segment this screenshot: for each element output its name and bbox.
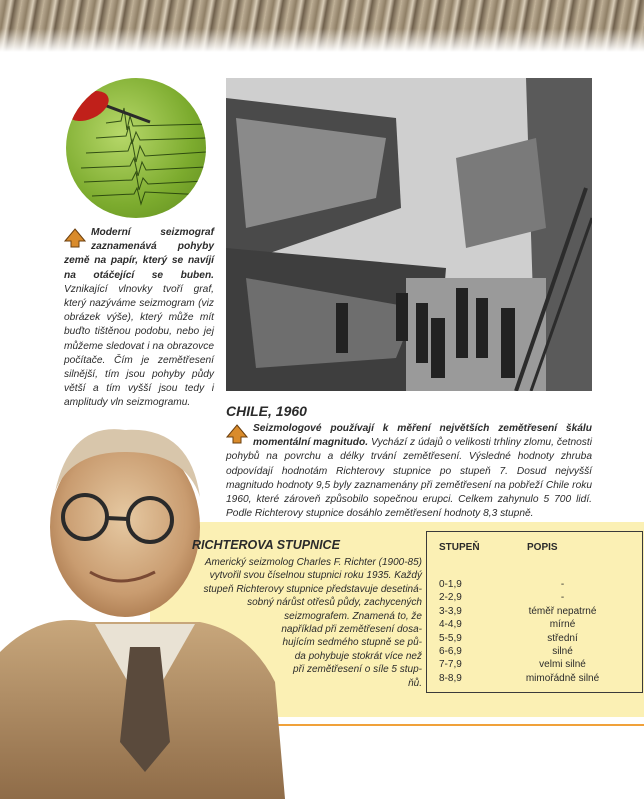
cell-popis: - [560,592,565,604]
cell-stupen: 5-5,9 [439,632,462,644]
cell-stupen: 6-6,9 [439,645,462,657]
cell-popis: střední [547,632,578,644]
richter-line: Americký seizmolog Charles F. Richter (1900-85) [204,557,422,568]
richter-title: RICHTEROVA STUPNICE [192,538,340,552]
table-row [427,605,642,618]
cell-stupen: 0-1,9 [439,579,462,590]
chile-title: CHILE, 1960 [226,403,307,419]
cell-popis: silné [552,645,573,657]
table-row [427,672,642,685]
richter-line: hujícím sedmého stupně se pů- [282,637,422,649]
richter-line: například při zemětřesení dosa- [281,624,422,636]
caption-body: Vznikající vlnovky tvoří graf, který nazýváme seizmogram (viz obrázek výše), který může mít buďto tištěnou podobu, nebo jej můžeme sledovat i na obrazovce počítače. Čím je zemětřesení silnější, tím jsou pohyby půdy větší a tím vyšší jsou tedy i amplitudy vln seizmogramu. [64,283,214,409]
chile-lead: Seizmologové používají k měření největších zemětřesení škálu momentální magnitudo. [253,423,592,449]
cell-popis: - [560,579,565,590]
cell-popis: mírné [549,619,576,631]
cell-popis: velmi silné [539,659,586,671]
richter-line: seizmografem. Znamená to, že [284,610,422,622]
richter-line: vytvořil svou číselnou stupnici roku 1935. Každý [209,570,422,582]
caption-lead: Moderní seizmograf zaznamenává pohyby země na papír, který se navíjí na otáčející se buben. [64,227,214,281]
richter-scale-table [426,531,643,693]
richter-line: da pohybuje stokrát více než [294,650,422,662]
table-row [427,645,642,658]
richter-paragraph [176,556,422,690]
cell-stupen: 2-2,9 [439,592,462,604]
table-row [427,578,642,591]
richter-line: sobný nárůst otřesů půdy, zachycených [247,597,422,609]
table-row [427,632,642,645]
earthquake-photo [226,78,592,391]
chile-body: Vychází z údajů o velikosti trhliny zlomu, četnosti pohybů na povrchu a délky trvání zemětřesení. Výsledné hodnoty zhruba odpovídají hodnotám Richterovy stupnice po stupeň 7. Dosud nejvyšší magnitudo hodnoty 9,5 byly zaznamenány při zemětřesení na pobřeží Chile roku 1960, které zároveň způsobilo sopečnou erupci. Celkem zahynulo 5 700 lidí. Podle Richterovy stupnice dosáhlo zemětřesení hodnoty 8,3 stupně. [226,437,592,520]
cell-popis: mimořádně silné [525,672,600,684]
arrow-up-icon [64,227,86,249]
table-header-stupen: STUPEŇ [439,542,480,553]
cell-stupen: 7-7,9 [439,659,462,671]
table-row [427,618,642,631]
cell-stupen: 4-4,9 [439,619,462,631]
cell-stupen: 8-8,9 [439,672,462,684]
richter-line: ňů. [408,677,422,689]
rubble-header-image [0,0,644,52]
cell-popis: téměř nepatrné [528,605,597,617]
table-header-popis: POPIS [527,542,558,553]
richter-line: při zemětřesení o síle 5 stup- [293,664,422,676]
richter-line: stupeň Richterovy stupnice představuje desetiná- [203,583,422,595]
divider-line [270,724,644,726]
cell-stupen: 3-3,9 [439,605,462,617]
seismograph-caption [64,226,214,411]
seismograph-image [66,78,206,218]
table-row [427,591,642,604]
table-row [427,658,642,671]
